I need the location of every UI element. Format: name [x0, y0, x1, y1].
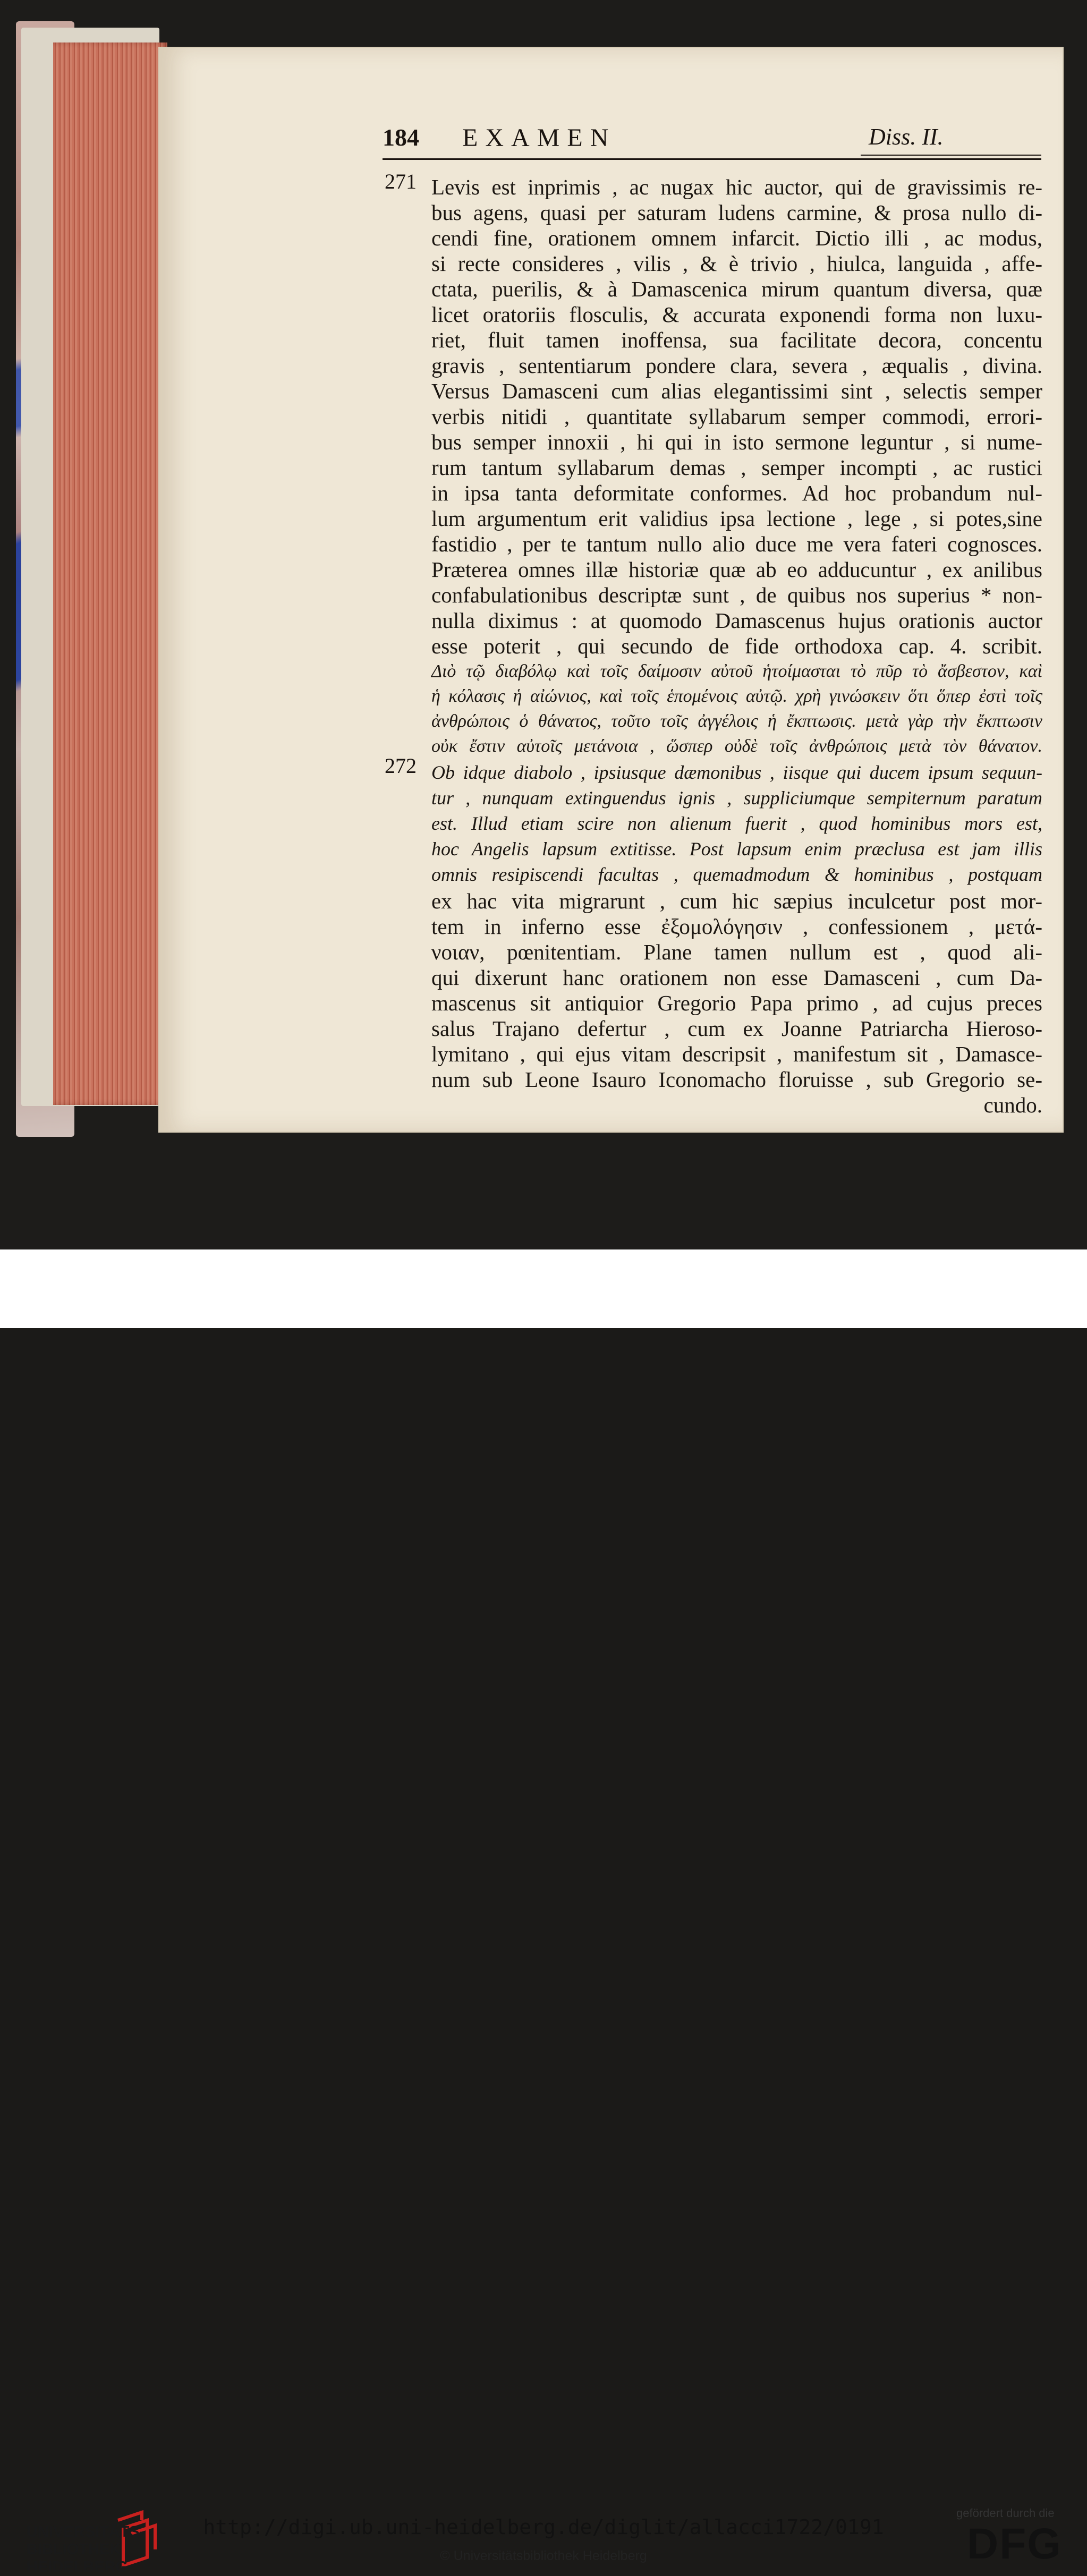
text-line: lum argumentum erit validius ipsa lectione , lege , si potes,sine: [431, 506, 1042, 531]
text-line: ctata, puerilis, & à Damascenica mirum quantum diversa, quæ: [431, 277, 1042, 301]
text-line: Versus Damasceni cum alias elegantissimi sint , selectis semper: [431, 379, 1042, 403]
header-rule: [383, 158, 1041, 160]
margin-number: 272: [385, 754, 417, 778]
text-line: νοιαν, pœnitentiam. Plane tamen nullum est , quod ali-: [431, 940, 1042, 964]
text-line: ex hac vita migrarunt , cum hic sæpius inculcetur post mor-: [431, 889, 1042, 913]
text-line: cendi fine, orationem omnem infarcit. Dictio illi , ac modus,: [431, 226, 1042, 250]
page-number: 184: [383, 124, 419, 151]
text-line: tur , nunquam extinguendus ignis , suppliciumque sempiternum paratum: [431, 787, 1042, 809]
library-name-line: HEIDELBERG: [27, 2558, 128, 2575]
text-line: omnis resipiscendi facultas , quemadmodum & hominibus , postquam: [431, 864, 1042, 885]
text-line: οὐκ ἔστιν αὐτοῖς μετάνοια , ὥσπερ οὐδὲ τοῖς ἀνθρώποις μετὰ τὸν θάνατον.: [431, 736, 1042, 756]
text-line: hoc Angelis lapsum extitisse. Post lapsum enim præclusa est jam illis: [431, 838, 1042, 860]
text-line: est. Illud etiam scire non alienum fuerit , quod hominibus mors est,: [431, 813, 1042, 834]
footer-bar: [0, 1249, 1087, 2575]
text-line: esse poterit , qui secundo de fide orthodoxa cap. 4. scribit.: [431, 634, 1042, 658]
text-line: in ipsa tanta deformitate conformes. Ad hoc probandum nul-: [431, 481, 1042, 505]
library-name-line: BIBLIOTHEK: [27, 2541, 121, 2558]
funded-by-label: gefördert durch die: [956, 2506, 1055, 2520]
text-line: ἡ κόλασις ἡ αἰώνιος, καὶ τοῖς ἑπομένοις αὐτῷ. χρὴ γινώσκειν ὅτι ὅπερ ἐστὶ τοῖς: [431, 686, 1042, 706]
text-line: mascenus sit antiquior Gregorio Papa primo , ad cujus preces: [431, 991, 1042, 1015]
text-line: Præterea omnes illæ historiæ quæ ab eo adducuntur , ex anilibus: [431, 557, 1042, 582]
text-line: gravis , sententiarum pondere clara, severa , æqualis , divina.: [431, 353, 1042, 378]
book-scan: [0, 0, 1087, 1249]
text-line: licet oratoriis flosculis, & accurata exponendi forma non luxu-: [431, 302, 1042, 327]
text-line: salus Trajano defertur , cum ex Joanne Patriarcha Hieroso-: [431, 1016, 1042, 1041]
copyright-notice: © Universitätsbibliothek Heidelberg: [440, 2548, 647, 2563]
text-line: si recte consideres , vilis , & è trivio , hiulca, languida , affe-: [431, 251, 1042, 276]
text-line: qui dixerunt hanc orationem non esse Damasceni , cum Da-: [431, 965, 1042, 990]
permalink-url[interactable]: http://digi.ub.uni-heidelberg.de/diglit/allacci1722/0191: [203, 2515, 884, 2539]
header-rule-double: [861, 155, 1041, 156]
running-head: EXAMEN: [462, 124, 616, 152]
section-mark: Diss. II.: [869, 124, 944, 150]
text-line: Διὸ τῷ διαβόλῳ καὶ τοῖς δαίμοσιν αὐτοῦ ἡτοίμασται τὸ πῦρ τὸ ἄσβεστον, καὶ: [431, 661, 1042, 681]
text-line: Levis est inprimis , ac nugax hic auctor, qui de gravissimis re-: [431, 175, 1042, 199]
text-line: num sub Leone Isauro Iconomacho floruisse , sub Gregorio se-: [431, 1067, 1042, 1092]
text-line: riet, fluit tamen inoffensa, sua facilitate decora, concentu: [431, 328, 1042, 352]
text-line: Ob idque diabolo , ipsiusque dæmonibus , iisque qui ducem ipsum sequun-: [431, 762, 1042, 783]
text-line: nulla diximus : at quomodo Damascenus hujus orationis auctor: [431, 608, 1042, 633]
margin-number: 271: [385, 169, 417, 193]
library-name-line: UNIVERSITÄTS-: [27, 2523, 145, 2540]
text-line: ἀνθρώποις ὁ θάνατος, τοῦτο τοῖς ἀγγέλοις ἡ ἔκπτωσις. μετὰ γὰρ τὴν ἔκπτωσιν: [431, 711, 1042, 731]
text-line: verbis nitidi , quantitate syllabarum semper commodi, errori-: [431, 404, 1042, 429]
text-line: confabulationibus descriptæ sunt , de quibus nos superius * non-: [431, 583, 1042, 607]
text-line: fastidio , per te tantum nullo alio duce me vera fateri cognosces.: [431, 532, 1042, 556]
text-line: bus agens, quasi per saturam ludens carmine, & prosa nullo di-: [431, 200, 1042, 225]
dfg-logo: DFG: [967, 2520, 1063, 2568]
text-line: tem in inferno esse ἐξομολόγησιν , confessionem , μετά-: [431, 914, 1042, 939]
text-line: cundo.: [983, 1093, 1042, 1117]
text-line: lymitano , qui ejus vitam descripsit , manifestum sit , Damasce-: [431, 1042, 1042, 1066]
red-fore-edge: [53, 42, 167, 1105]
text-line: rum tantum syllabarum demas , semper incompti , ac rustici: [431, 455, 1042, 480]
text-line: bus semper innoxii , hi qui in isto sermone leguntur , si nume-: [431, 430, 1042, 454]
